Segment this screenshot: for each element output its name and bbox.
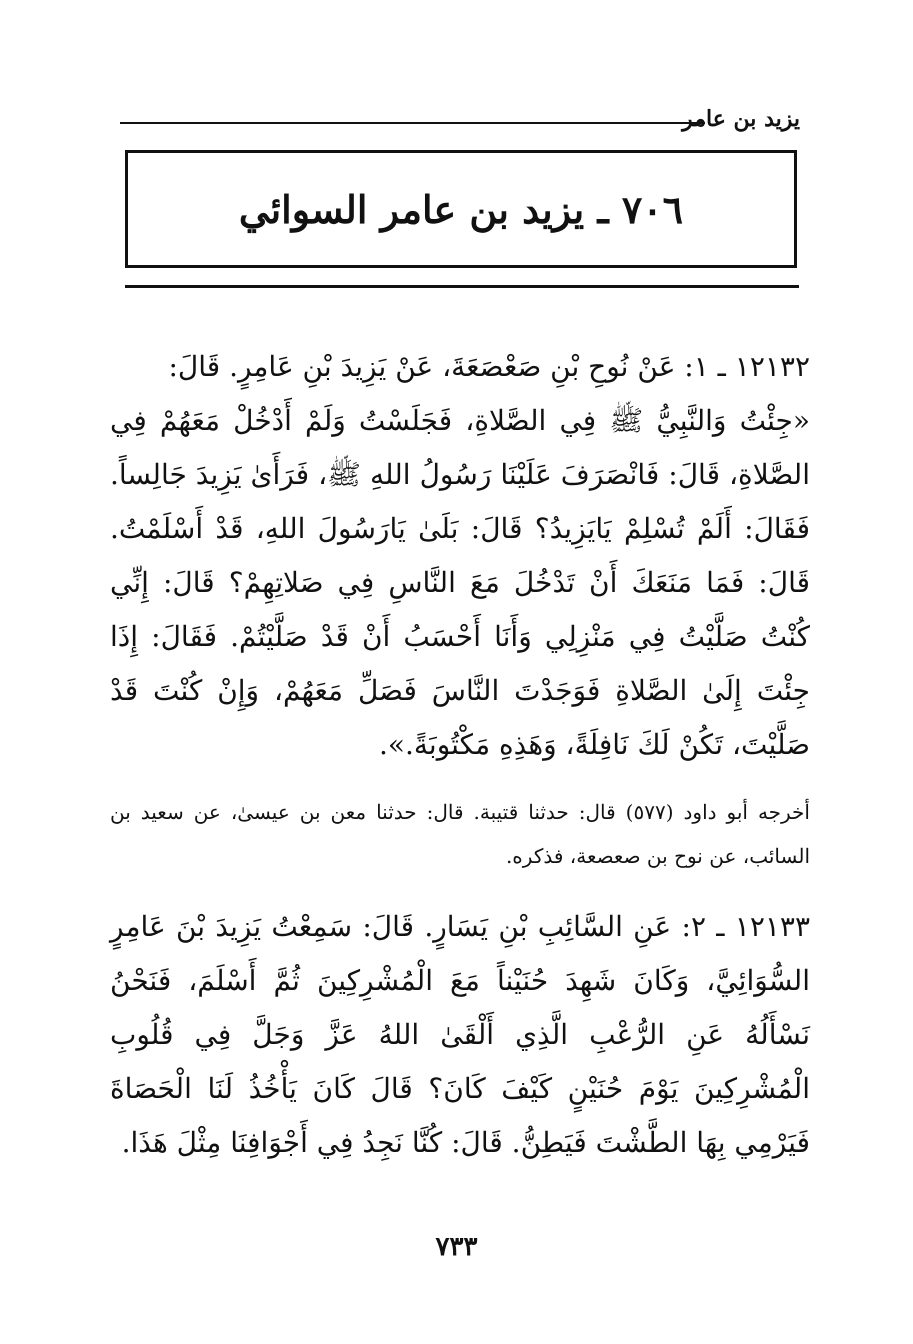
takhrij-note: أخرجه أبو داود (٥٧٧) قال: حدثنا قتيبة. قال: حدثنا معن بن عيسىٰ، عن سعيد بن السائب، عن نوح بن صعصعة، فذكره. <box>110 800 810 868</box>
title-box <box>125 150 797 268</box>
page-number: ٧٣٣ <box>435 1232 478 1262</box>
hadith-2-text: ١٢١٣٣ ـ ٢: عَنِ السَّائِبِ بْنِ يَسَارٍ. قَالَ: سَمِعْتُ يَزِيدَ بْنَ عَامِرٍ السُّوَائِيَّ، وَكَانَ شَهِدَ حُنَيْناً مَعَ الْمُشْرِكِينَ ثُمَّ أَسْلَمَ، فَنَحْنُ نَسْأَلُهُ عَنِ الرُّعْبِ الَّذِي أَلْقَىٰ اللهُ عَزَّ وَجَلَّ فِي قُلُوبِ الْمُشْرِكِينَ يَوْمَ حُنَيْنٍ كَيْفَ كَانَ؟ قَالَ كَانَ يَأْخُذُ لَنَا الْحَصَاةَ فَيَرْمِي بِهَا الطَّشْتَ فَيَطِنُّ. قَالَ: كُنَّا نَجِدُ فِي أَجْوَافِنَا مِثْلَ هَذَا. <box>110 910 810 1159</box>
chapter-title: ٧٠٦ ـ يزيد بن عامر السوائي <box>238 186 684 232</box>
header-rule <box>120 122 705 124</box>
running-header-text: يزيد بن عامر <box>682 106 800 132</box>
hadith-1-intro: ١٢١٣٢ ـ ١: عَنْ نُوحِ بْنِ صَعْصَعَةَ، عَنْ يَزِيدَ بْنِ عَامِرٍ. قَالَ: <box>168 350 810 383</box>
title-divider <box>125 285 799 288</box>
hadith-1-text: «جِئْتُ وَالنَّبِيُّ ﷺ فِي الصَّلاةِ، فَجَلَسْتُ وَلَمْ أَدْخُلْ مَعَهُمْ فِي الصَّلاةِ، قَالَ: فَانْصَرَفَ عَلَيْنَا رَسُولُ اللهِ ﷺ، فَرَأَىٰ يَزِيدَ جَالِساً. فَقَالَ: أَلَمْ تُسْلِمْ يَايَزِيدُ؟ قَالَ: بَلَىٰ يَارَسُولَ اللهِ، قَدْ أَسْلَمْتُ. قَالَ: فَمَا مَنَعَكَ أَنْ تَدْخُلَ مَعَ النَّاسِ فِي صَلاتِهِمْ؟ قَالَ: إِنِّي كُنْتُ صَلَّيْتُ فِي مَنْزِلِي وَأَنَا أَحْسَبُ أَنْ قَدْ صَلَّيْتُمْ. فَقَالَ: إِذَا جِئْتَ إِلَىٰ الصَّلاةِ فَوَجَدْتَ النَّاسَ فَصَلِّ مَعَهُمْ، وَإِنْ كُنْتَ قَدْ صَلَّيْتَ، تَكُنْ لَكَ نَافِلَةً، وَهَذِهِ مَكْتُوبَةً.». <box>110 404 810 761</box>
running-header <box>120 100 800 140</box>
body-text <box>110 340 810 1170</box>
